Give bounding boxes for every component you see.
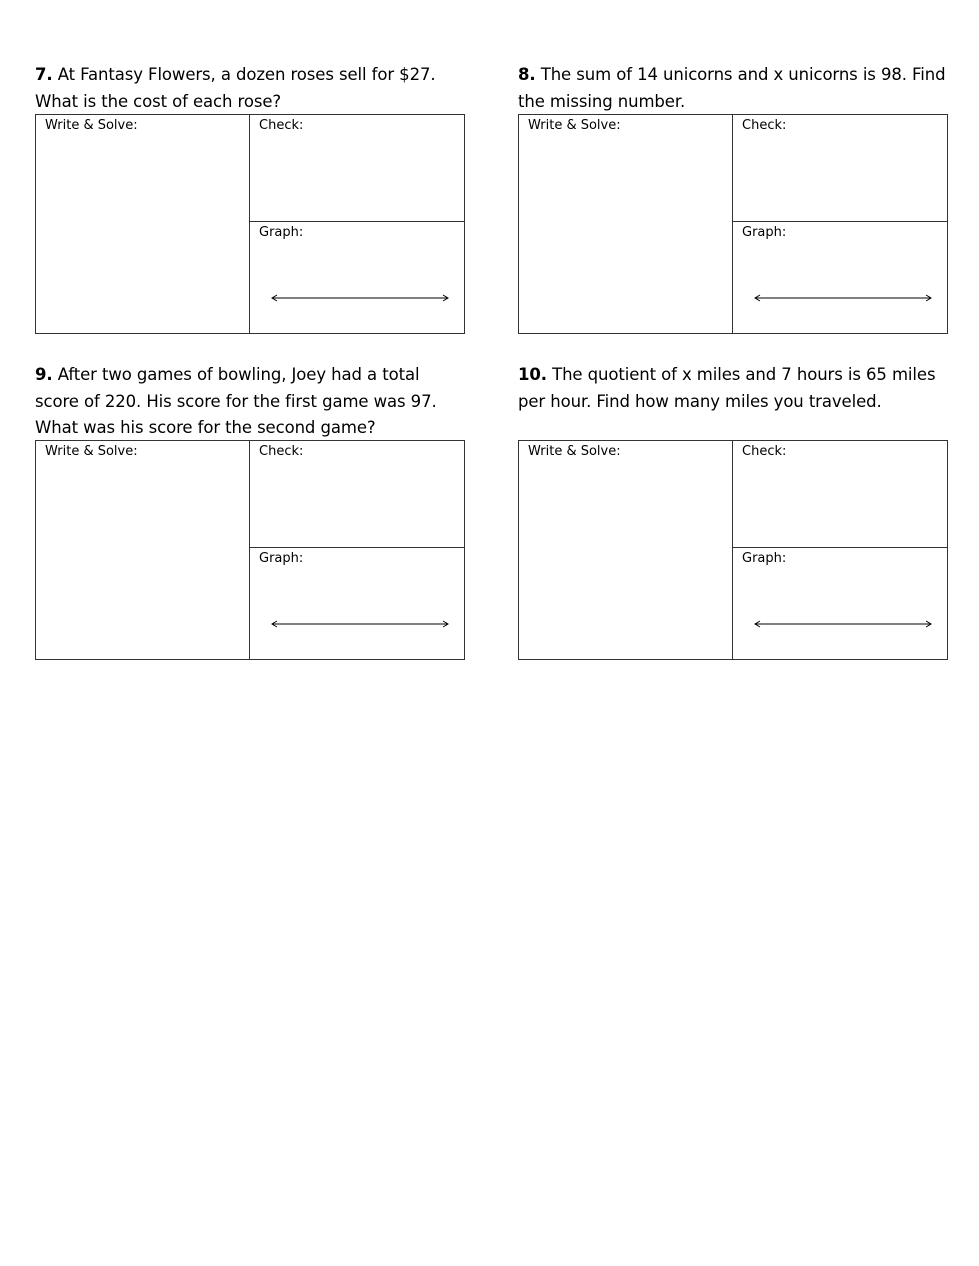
write-solve-label: Write & Solve: — [528, 118, 621, 133]
graph-area[interactable] — [733, 222, 947, 333]
answer-box — [35, 440, 465, 660]
question-text: After two games of bowling, Joey had a total score of 220. His score for the first game was 97. What was his score for the second game? — [35, 365, 437, 437]
question-text: The sum of 14 unicorns and x unicorns is 98. Find the missing number. — [518, 65, 946, 111]
problem-number: 8. — [518, 65, 536, 84]
check-label: Check: — [742, 444, 787, 459]
write-solve-area[interactable] — [519, 441, 733, 659]
question-8 — [518, 62, 949, 115]
question-text: At Fantasy Flowers, a dozen roses sell for $27. What is the cost of each rose? — [35, 65, 436, 111]
answer-box — [518, 114, 948, 334]
problem-8 — [518, 62, 949, 240]
problem-number: 7. — [35, 65, 53, 84]
problem-number: 9. — [35, 365, 53, 384]
graph-label: Graph: — [259, 551, 304, 566]
write-solve-label: Write & Solve: — [45, 444, 138, 459]
question-7 — [35, 62, 466, 115]
question-10 — [518, 362, 949, 415]
answer-box — [518, 440, 948, 660]
write-solve-area[interactable] — [519, 115, 733, 333]
problem-10 — [518, 362, 949, 566]
number-line-icon — [270, 618, 450, 630]
check-area[interactable] — [250, 441, 464, 548]
write-solve-area[interactable] — [36, 441, 250, 659]
problem-7 — [35, 62, 466, 240]
check-area[interactable] — [250, 115, 464, 222]
graph-area[interactable] — [250, 548, 464, 659]
question-text: The quotient of x miles and 7 hours is 65 miles per hour. Find how many miles you traveled. — [518, 365, 936, 411]
check-label: Check: — [742, 118, 787, 133]
number-line-icon — [270, 292, 450, 304]
number-line-icon — [753, 292, 933, 304]
problem-number: 10. — [518, 365, 547, 384]
write-solve-label: Write & Solve: — [45, 118, 138, 133]
check-area[interactable] — [733, 115, 947, 222]
check-area[interactable] — [733, 441, 947, 548]
graph-area[interactable] — [733, 548, 947, 659]
graph-label: Graph: — [742, 225, 787, 240]
problem-9 — [35, 362, 466, 566]
graph-label: Graph: — [259, 225, 304, 240]
answer-box — [35, 114, 465, 334]
number-line-icon — [753, 618, 933, 630]
check-label: Check: — [259, 444, 304, 459]
graph-area[interactable] — [250, 222, 464, 333]
write-solve-label: Write & Solve: — [528, 444, 621, 459]
question-9 — [35, 362, 466, 442]
write-solve-area[interactable] — [36, 115, 250, 333]
graph-label: Graph: — [742, 551, 787, 566]
check-label: Check: — [259, 118, 304, 133]
